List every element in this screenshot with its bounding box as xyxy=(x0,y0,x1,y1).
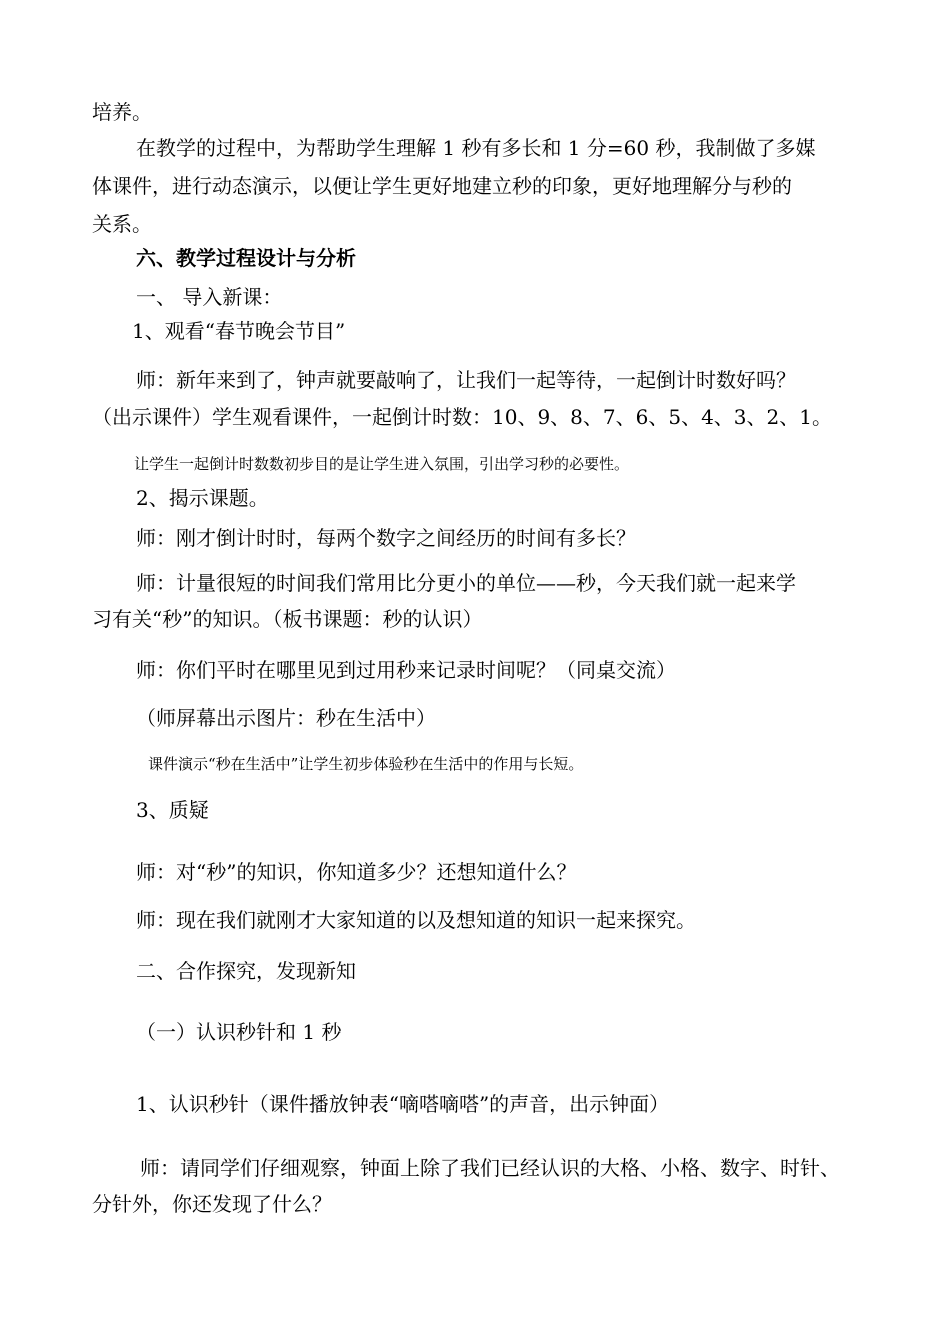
text-line: 师：刚才倒计时时，每两个数字之间经历的时间有多长？ xyxy=(136,526,636,550)
subheading: 3、质疑 xyxy=(136,798,209,822)
section-heading: 六、教学过程设计与分析 xyxy=(136,246,356,270)
text-line: 师：现在我们就刚才大家知道的以及想知道的知识一起来探究。 xyxy=(136,908,696,932)
text-line: 1、认识秒针（课件播放钟表“嘀嗒嘀嗒”的声音，出示钟面） xyxy=(136,1092,670,1116)
text-line: 习有关“秒”的知识。（板书课题：秒的认识） xyxy=(92,607,483,631)
text-line: 在教学的过程中，为帮助学生理解 1 秒有多长和 1 分=60 秒，我制做了多媒 xyxy=(136,136,816,160)
text-line: 师：请同学们仔细观察，钟面上除了我们已经认识的大格、小格、数字、时针、 xyxy=(140,1156,840,1180)
text-line: 分针外，你还发现了什么？ xyxy=(92,1192,332,1216)
text-line: （出示课件）学生观看课件，一起倒计时数：10、9、8、7、6、5、4、3、2、1。 xyxy=(92,405,832,429)
subheading: 二、合作探究，发现新知 xyxy=(136,959,356,983)
subheading: （一）认识秒针和 1 秒 xyxy=(136,1020,342,1044)
subheading: 一、 导入新课： xyxy=(136,285,283,309)
text-line: 师：对“秒”的知识，你知道多少？还想知道什么？ xyxy=(136,860,577,884)
text-line: （师屏幕出示图片：秒在生活中） xyxy=(136,706,436,730)
analysis-note: 课件演示“秒在生活中”让学生初步体验秒在生活中的作用与长短。 xyxy=(148,755,584,773)
text-line: 1、观看“春节晚会节目” xyxy=(132,319,346,343)
text-line: 体课件，进行动态演示，以便让学生更好地建立秒的印象，更好地理解分与秒的 xyxy=(92,174,792,198)
text-line: 师：计量很短的时间我们常用比分更小的单位——秒，今天我们就一起来学 xyxy=(136,571,796,595)
subheading: 2、揭示课题。 xyxy=(136,486,269,510)
text-line: 关系。 xyxy=(92,212,152,236)
text-line: 培养。 xyxy=(92,100,152,124)
text-line: 师：新年来到了，钟声就要敲响了，让我们一起等待，一起倒计时数好吗？ xyxy=(136,368,796,392)
analysis-note: 让学生一起倒计时数数初步目的是让学生进入氛围，引出学习秒的必要性。 xyxy=(134,455,630,473)
text-line: 师：你们平时在哪里见到过用秒来记录时间呢？（同桌交流） xyxy=(136,658,676,682)
